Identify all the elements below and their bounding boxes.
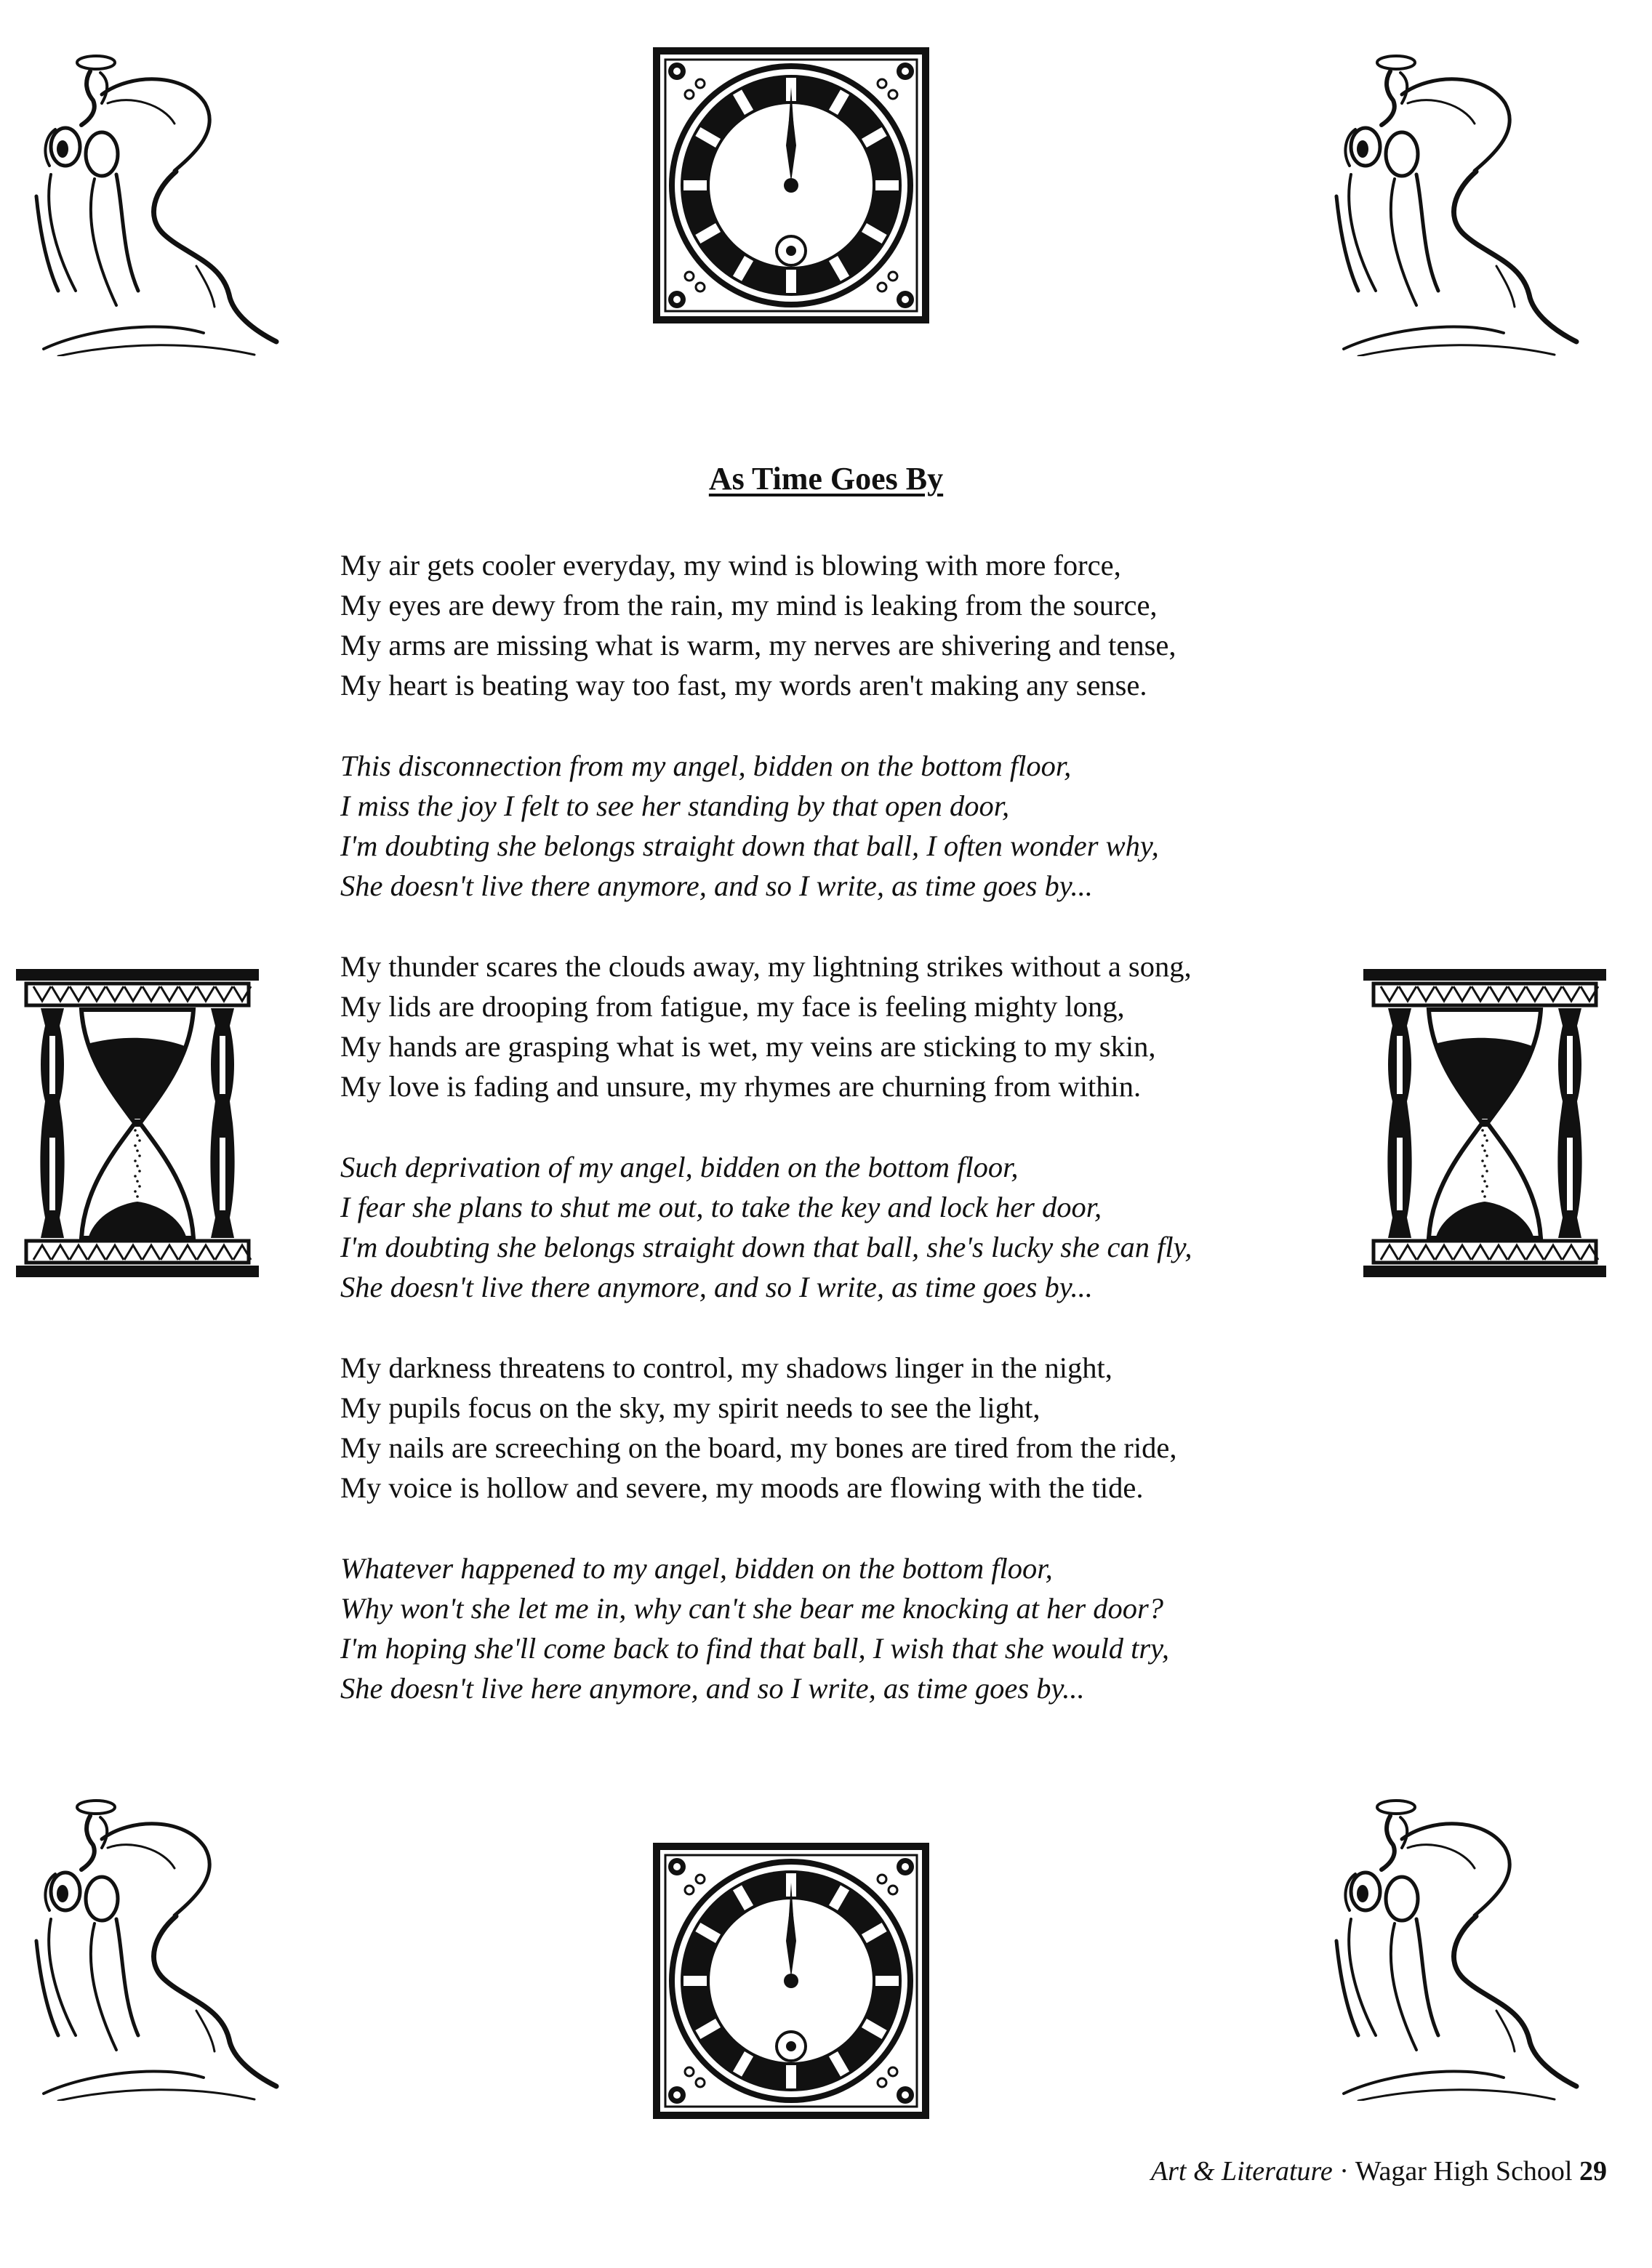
page-footer [1151, 2155, 1607, 2187]
poem-line: She doesn't live here anymore, and so I write, as time goes by... [340, 1672, 1085, 1705]
angel-illustration-top-right [1315, 44, 1620, 356]
poem-line: My arms are missing what is warm, my nerves are shivering and tense, [340, 629, 1176, 662]
stanza [340, 545, 1358, 705]
hourglass-icon [16, 956, 259, 1290]
poem-line: Whatever happened to my angel, bidden on the bottom floor, [340, 1552, 1053, 1585]
footer-publication: Wagar High School [1355, 2156, 1573, 2187]
poem-title: As Time Goes By [708, 461, 944, 496]
refrain-stanza [340, 1147, 1358, 1307]
clock-icon [649, 1839, 933, 2123]
poem-line: This disconnection from my angel, bidden on the bottom floor, [340, 749, 1072, 782]
stanza [340, 1348, 1358, 1508]
poem-line: My voice is hollow and severe, my moods are flowing with the tide. [340, 1471, 1144, 1504]
poem-line: My darkness threatens to control, my shadows linger in the night, [340, 1351, 1112, 1384]
angel-illustration-bottom-left [15, 1788, 320, 2101]
refrain-stanza [340, 1548, 1358, 1708]
poem-line: My heart is beating way too fast, my words aren't making any sense. [340, 669, 1147, 701]
poem-line: My air gets cooler everyday, my wind is blowing with more force, [340, 549, 1121, 582]
page-number: 29 [1579, 2156, 1607, 2187]
poem-line: I'm hoping she'll come back to find that ball, I wish that she would try, [340, 1632, 1169, 1665]
refrain-stanza [340, 746, 1358, 906]
hourglass-icon [1363, 956, 1606, 1290]
stanza [340, 946, 1358, 1106]
poem-line: She doesn't live there anymore, and so I write, as time goes by... [340, 1271, 1093, 1303]
footer-section: Art & Literature [1150, 2156, 1333, 2187]
poem-line: Why won't she let me in, why can't she bear me knocking at her door? [340, 1592, 1163, 1625]
footer-separator: · [1332, 2156, 1355, 2187]
poem-line: My hands are grasping what is wet, my veins are sticking to my skin, [340, 1030, 1156, 1063]
poem-line: She doesn't live there anymore, and so I write, as time goes by... [340, 869, 1093, 902]
poem-line: My eyes are dewy from the rain, my mind is leaking from the source, [340, 589, 1158, 622]
poem-line: My pupils focus on the sky, my spirit needs to see the light, [340, 1391, 1040, 1424]
clock-icon [649, 44, 933, 327]
poem-body [340, 545, 1358, 1749]
angel-illustration-top-left [15, 44, 320, 356]
angel-illustration-bottom-right [1315, 1788, 1620, 2101]
poem-line: My thunder scares the clouds away, my lightning strikes without a song, [340, 950, 1192, 983]
poem-line: I fear she plans to shut me out, to take the key and lock her door, [340, 1191, 1102, 1223]
poem-line: I miss the joy I felt to see her standing by that open door, [340, 789, 1010, 822]
poem-line: My nails are screeching on the board, my bones are tired from the ride, [340, 1431, 1177, 1464]
poem-line: I'm doubting she belongs straight down that ball, I often wonder why, [340, 829, 1159, 862]
poem-line: Such deprivation of my angel, bidden on the bottom floor, [340, 1151, 1019, 1183]
poem-line: I'm doubting she belongs straight down that ball, she's lucky she can fly, [340, 1231, 1192, 1263]
poem-line: My lids are drooping from fatigue, my face is feeling mighty long, [340, 990, 1125, 1023]
poem-line: My love is fading and unsure, my rhymes are churning from within. [340, 1070, 1142, 1103]
